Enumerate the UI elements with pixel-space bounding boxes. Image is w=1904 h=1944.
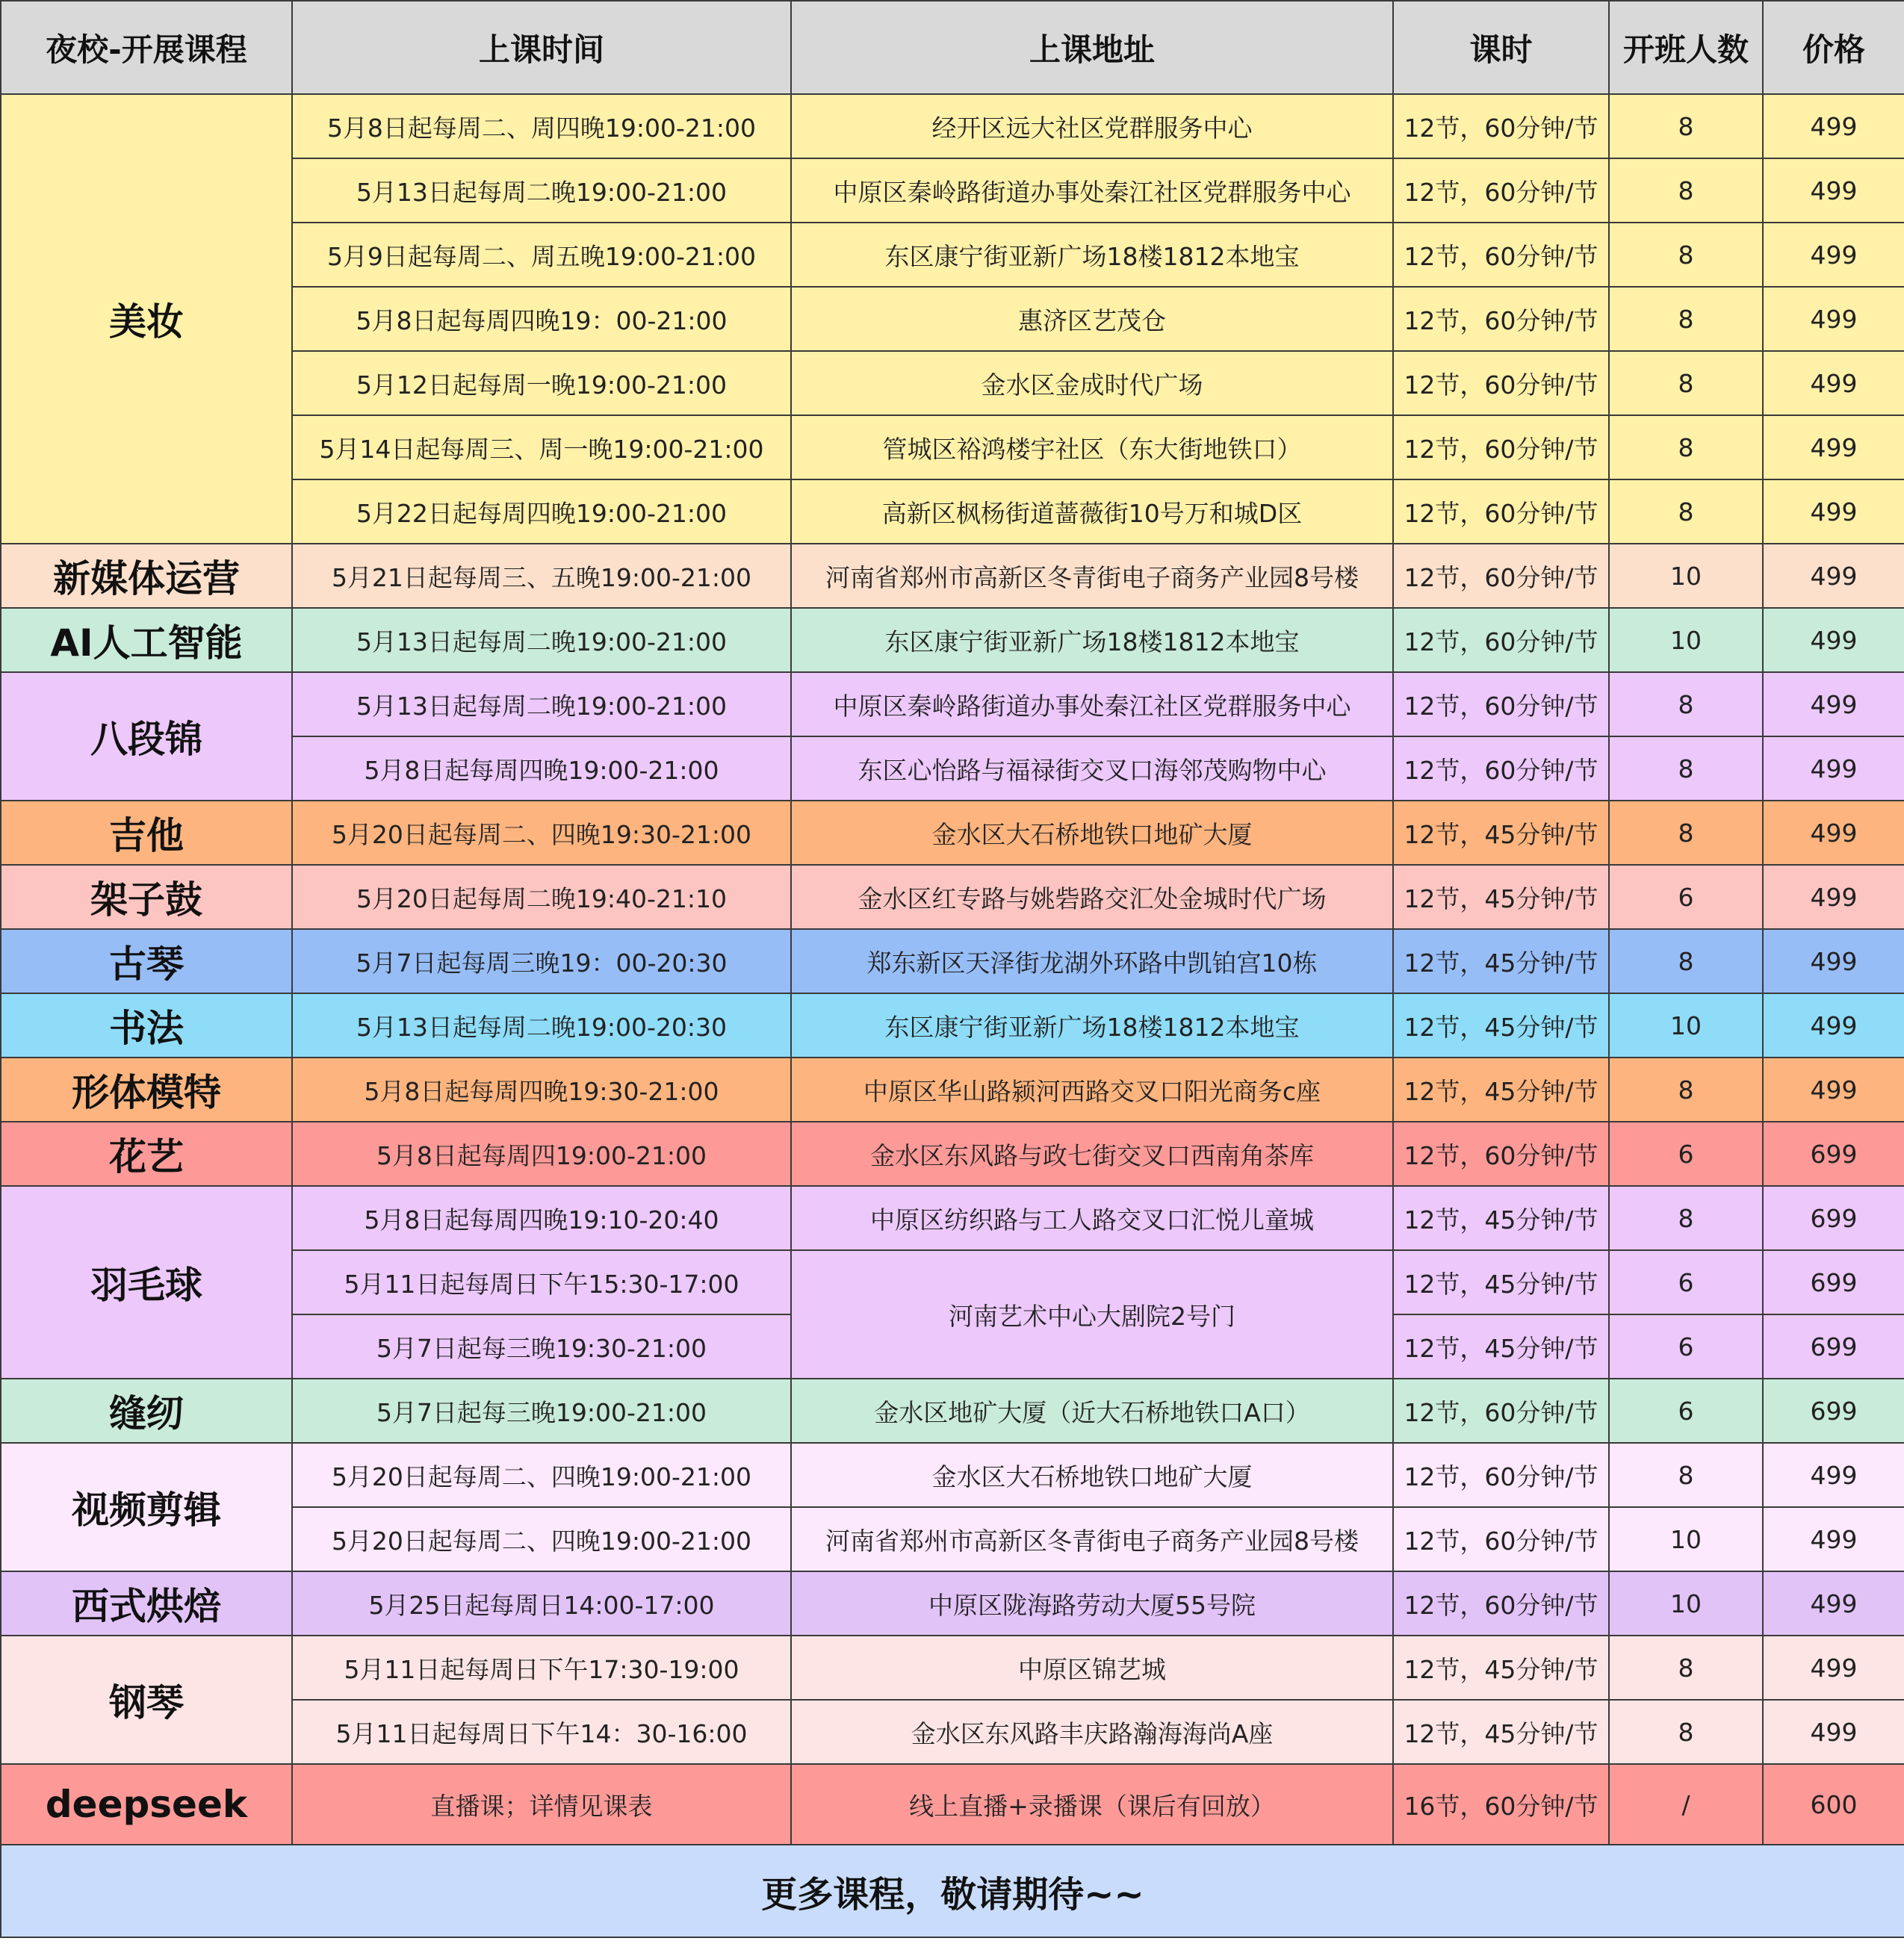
class-size-cell: 8 [1609, 351, 1763, 415]
course-name-cell: 视频剪辑 [1, 1443, 292, 1571]
course-name-cell: 吉他 [1, 801, 292, 865]
hours-cell: 12节，60分钟/节 [1393, 415, 1609, 479]
class-size-cell: 10 [1609, 993, 1763, 1058]
price-cell: 699 [1763, 1186, 1904, 1250]
class-size-cell: 8 [1609, 479, 1763, 544]
price-cell: 499 [1763, 608, 1904, 672]
table-row [1, 1571, 1904, 1636]
time-cell: 5月12日起每周一晚19:00-21:00 [292, 351, 791, 415]
time-cell: 5月7日起每周三晚19：00-20:30 [292, 929, 791, 993]
course-name-cell: 花艺 [1, 1122, 292, 1186]
price-cell: 499 [1763, 351, 1904, 415]
time-cell: 5月20日起每周二、四晚19:30-21:00 [292, 801, 791, 865]
price-cell: 499 [1763, 479, 1904, 544]
address-cell: 金水区大石桥地铁口地矿大厦 [791, 801, 1393, 865]
address-cell: 金水区金成时代广场 [791, 351, 1393, 415]
hours-cell: 12节，60分钟/节 [1393, 351, 1609, 415]
more-courses-note: 更多课程，敬请期待~~ [1, 1845, 1904, 1937]
table-row [1, 1379, 1904, 1443]
hours-cell: 12节，60分钟/节 [1393, 158, 1609, 223]
address-cell: 中原区华山路颍河西路交叉口阳光商务c座 [791, 1058, 1393, 1122]
class-size-cell: 8 [1609, 929, 1763, 993]
address-cell: 东区心怡路与福禄街交叉口海邻茂购物中心 [791, 736, 1393, 801]
course-name-cell: 西式烘焙 [1, 1571, 292, 1636]
hours-cell: 12节，45分钟/节 [1393, 993, 1609, 1058]
price-cell: 600 [1763, 1764, 1904, 1845]
hours-cell: 12节，45分钟/节 [1393, 1186, 1609, 1250]
hours-cell: 12节，60分钟/节 [1393, 1122, 1609, 1186]
hours-cell: 12节，45分钟/节 [1393, 1250, 1609, 1314]
price-cell: 499 [1763, 544, 1904, 608]
time-cell: 5月8日起每周四晚19:10-20:40 [292, 1186, 791, 1250]
hours-cell: 12节，60分钟/节 [1393, 672, 1609, 736]
table-row [1, 1186, 1904, 1250]
hours-cell: 12节，60分钟/节 [1393, 1571, 1609, 1636]
hours-cell: 12节，45分钟/节 [1393, 929, 1609, 993]
class-size-cell: 8 [1609, 736, 1763, 801]
hours-cell: 12节，45分钟/节 [1393, 865, 1609, 929]
price-cell: 499 [1763, 415, 1904, 479]
time-cell: 5月20日起每周二、四晚19:00-21:00 [292, 1507, 791, 1571]
hours-cell: 12节，60分钟/节 [1393, 287, 1609, 351]
time-cell: 5月13日起每周二晚19:00-21:00 [292, 608, 791, 672]
table-row [1, 544, 1904, 608]
class-size-cell: 8 [1609, 1700, 1763, 1764]
table-row [1, 929, 1904, 993]
class-size-cell: 8 [1609, 1186, 1763, 1250]
address-cell: 河南艺术中心大剧院2号门 [791, 1250, 1393, 1379]
class-size-cell: 8 [1609, 801, 1763, 865]
address-cell: 金水区东风路丰庆路瀚海海尚A座 [791, 1700, 1393, 1764]
hours-cell: 12节，60分钟/节 [1393, 479, 1609, 544]
time-cell: 5月7日起每三晚19:00-21:00 [292, 1379, 791, 1443]
hours-cell: 12节，45分钟/节 [1393, 1700, 1609, 1764]
schedule-body [1, 94, 1904, 1845]
time-cell: 5月11日起每周日下午17:30-19:00 [292, 1636, 791, 1700]
price-cell: 699 [1763, 1379, 1904, 1443]
price-cell: 499 [1763, 287, 1904, 351]
course-name-cell: 新媒体运营 [1, 544, 292, 608]
address-cell: 中原区陇海路劳动大厦55号院 [791, 1571, 1393, 1636]
class-size-cell: 8 [1609, 223, 1763, 287]
price-cell: 499 [1763, 1507, 1904, 1571]
price-cell: 499 [1763, 1571, 1904, 1636]
address-cell: 线上直播+录播课（课后有回放） [791, 1764, 1393, 1845]
time-cell: 5月7日起每三晚19:30-21:00 [292, 1314, 791, 1379]
class-size-cell: 6 [1609, 1314, 1763, 1379]
time-cell: 5月22日起每周四晚19:00-21:00 [292, 479, 791, 544]
course-name-cell: 羽毛球 [1, 1186, 292, 1379]
time-cell: 5月8日起每周二、周四晚19:00-21:00 [292, 94, 791, 158]
address-cell: 金水区东风路与政七街交叉口西南角茶库 [791, 1122, 1393, 1186]
time-cell: 5月14日起每周三、周一晚19:00-21:00 [292, 415, 791, 479]
time-cell: 直播课；详情见课表 [292, 1764, 791, 1845]
table-row [1, 1636, 1904, 1700]
price-cell: 499 [1763, 158, 1904, 223]
class-size-cell: 8 [1609, 94, 1763, 158]
header-price: 价格 [1763, 1, 1904, 94]
price-cell: 499 [1763, 801, 1904, 865]
hours-cell: 12节，45分钟/节 [1393, 1636, 1609, 1700]
hours-cell: 12节，60分钟/节 [1393, 223, 1609, 287]
price-cell: 699 [1763, 1314, 1904, 1379]
address-cell: 东区康宁街亚新广场18楼1812本地宝 [791, 993, 1393, 1058]
table-row [1, 1122, 1904, 1186]
price-cell: 499 [1763, 993, 1904, 1058]
address-cell: 高新区枫杨街道蔷薇街10号万和城D区 [791, 479, 1393, 544]
hours-cell: 16节，60分钟/节 [1393, 1764, 1609, 1845]
time-cell: 5月20日起每周二晚19:40-21:10 [292, 865, 791, 929]
time-cell: 5月13日起每周二晚19:00-20:30 [292, 993, 791, 1058]
price-cell: 499 [1763, 1636, 1904, 1700]
class-size-cell: 6 [1609, 1379, 1763, 1443]
time-cell: 5月11日起每周日下午15:30-17:00 [292, 1250, 791, 1314]
class-size-cell: 8 [1609, 672, 1763, 736]
price-cell: 499 [1763, 736, 1904, 801]
course-name-cell: 钢琴 [1, 1636, 292, 1764]
class-size-cell: 8 [1609, 1058, 1763, 1122]
time-cell: 5月13日起每周二晚19:00-21:00 [292, 158, 791, 223]
hours-cell: 12节，60分钟/节 [1393, 1507, 1609, 1571]
header-row [1, 1, 1904, 94]
time-cell: 5月9日起每周二、周五晚19:00-21:00 [292, 223, 791, 287]
table-row [1, 608, 1904, 672]
address-cell: 东区康宁街亚新广场18楼1812本地宝 [791, 223, 1393, 287]
table-row [1, 672, 1904, 736]
class-size-cell: 6 [1609, 865, 1763, 929]
hours-cell: 12节，45分钟/节 [1393, 1314, 1609, 1379]
time-cell: 5月11日起每周日下午14：30-16:00 [292, 1700, 791, 1764]
address-cell: 中原区秦岭路街道办事处秦江社区党群服务中心 [791, 158, 1393, 223]
class-size-cell: 10 [1609, 544, 1763, 608]
class-size-cell: 8 [1609, 1443, 1763, 1507]
class-size-cell: 8 [1609, 1636, 1763, 1700]
class-size-cell: 8 [1609, 158, 1763, 223]
address-cell: 中原区秦岭路街道办事处秦江社区党群服务中心 [791, 672, 1393, 736]
course-name-cell: 美妆 [1, 94, 292, 544]
table-row [1, 1058, 1904, 1122]
table-row [1, 1443, 1904, 1507]
class-size-cell: 8 [1609, 287, 1763, 351]
price-cell: 499 [1763, 1700, 1904, 1764]
course-name-cell: 缝纫 [1, 1379, 292, 1443]
time-cell: 5月8日起每周四晚19:00-21:00 [292, 736, 791, 801]
hours-cell: 12节，60分钟/节 [1393, 94, 1609, 158]
time-cell: 5月21日起每周三、五晚19:00-21:00 [292, 544, 791, 608]
table-row [1, 1764, 1904, 1845]
address-cell: 中原区纺织路与工人路交叉口汇悦儿童城 [791, 1186, 1393, 1250]
time-cell: 5月8日起每周四晚19：00-21:00 [292, 287, 791, 351]
course-name-cell: 古琴 [1, 929, 292, 993]
course-name-cell: 八段锦 [1, 672, 292, 801]
hours-cell: 12节，45分钟/节 [1393, 1058, 1609, 1122]
table-row [1, 993, 1904, 1058]
hours-cell: 12节，60分钟/节 [1393, 608, 1609, 672]
address-cell: 惠济区艺茂仓 [791, 287, 1393, 351]
table-row [1, 94, 1904, 158]
class-size-cell: / [1609, 1764, 1763, 1845]
price-cell: 499 [1763, 94, 1904, 158]
time-cell: 5月8日起每周四晚19:30-21:00 [292, 1058, 791, 1122]
address-cell: 金水区地矿大厦（近大石桥地铁口A口） [791, 1379, 1393, 1443]
hours-cell: 12节，45分钟/节 [1393, 801, 1609, 865]
address-cell: 经开区远大社区党群服务中心 [791, 94, 1393, 158]
address-cell: 金水区大石桥地铁口地矿大厦 [791, 1443, 1393, 1507]
address-cell: 郑东新区天泽街龙湖外环路中凯铂宫10栋 [791, 929, 1393, 993]
class-size-cell: 6 [1609, 1122, 1763, 1186]
table-row [1, 865, 1904, 929]
price-cell: 499 [1763, 865, 1904, 929]
table-row [1, 801, 1904, 865]
address-cell: 金水区红专路与姚砦路交汇处金城时代广场 [791, 865, 1393, 929]
class-size-cell: 10 [1609, 1507, 1763, 1571]
footer-row [1, 1845, 1904, 1937]
hours-cell: 12节，60分钟/节 [1393, 1443, 1609, 1507]
course-name-cell: 架子鼓 [1, 865, 292, 929]
price-cell: 499 [1763, 223, 1904, 287]
course-name-cell: 形体模特 [1, 1058, 292, 1122]
course-name-cell: deepseek [1, 1764, 292, 1845]
class-size-cell: 8 [1609, 415, 1763, 479]
hours-cell: 12节，60分钟/节 [1393, 1379, 1609, 1443]
time-cell: 5月20日起每周二、四晚19:00-21:00 [292, 1443, 791, 1507]
price-cell: 499 [1763, 672, 1904, 736]
class-size-cell: 10 [1609, 1571, 1763, 1636]
price-cell: 699 [1763, 1122, 1904, 1186]
address-cell: 中原区锦艺城 [791, 1636, 1393, 1700]
header-course: 夜校-开展课程 [1, 1, 292, 94]
header-min-size: 开班人数 [1609, 1, 1763, 94]
header-hours: 课时 [1393, 1, 1609, 94]
class-size-cell: 6 [1609, 1250, 1763, 1314]
address-cell: 河南省郑州市高新区冬青街电子商务产业园8号楼 [791, 544, 1393, 608]
course-name-cell: 书法 [1, 993, 292, 1058]
address-cell: 河南省郑州市高新区冬青街电子商务产业园8号楼 [791, 1507, 1393, 1571]
class-size-cell: 10 [1609, 608, 1763, 672]
time-cell: 5月8日起每周四19:00-21:00 [292, 1122, 791, 1186]
time-cell: 5月25日起每周日14:00-17:00 [292, 1571, 791, 1636]
price-cell: 699 [1763, 1250, 1904, 1314]
course-name-cell: AI人工智能 [1, 608, 292, 672]
price-cell: 499 [1763, 1058, 1904, 1122]
header-address: 上课地址 [791, 1, 1393, 94]
address-cell: 管城区裕鸿楼宇社区（东大街地铁口） [791, 415, 1393, 479]
address-cell: 东区康宁街亚新广场18楼1812本地宝 [791, 608, 1393, 672]
price-cell: 499 [1763, 1443, 1904, 1507]
price-cell: 499 [1763, 929, 1904, 993]
header-time: 上课时间 [292, 1, 791, 94]
hours-cell: 12节，60分钟/节 [1393, 736, 1609, 801]
time-cell: 5月13日起每周二晚19:00-21:00 [292, 672, 791, 736]
hours-cell: 12节，60分钟/节 [1393, 544, 1609, 608]
